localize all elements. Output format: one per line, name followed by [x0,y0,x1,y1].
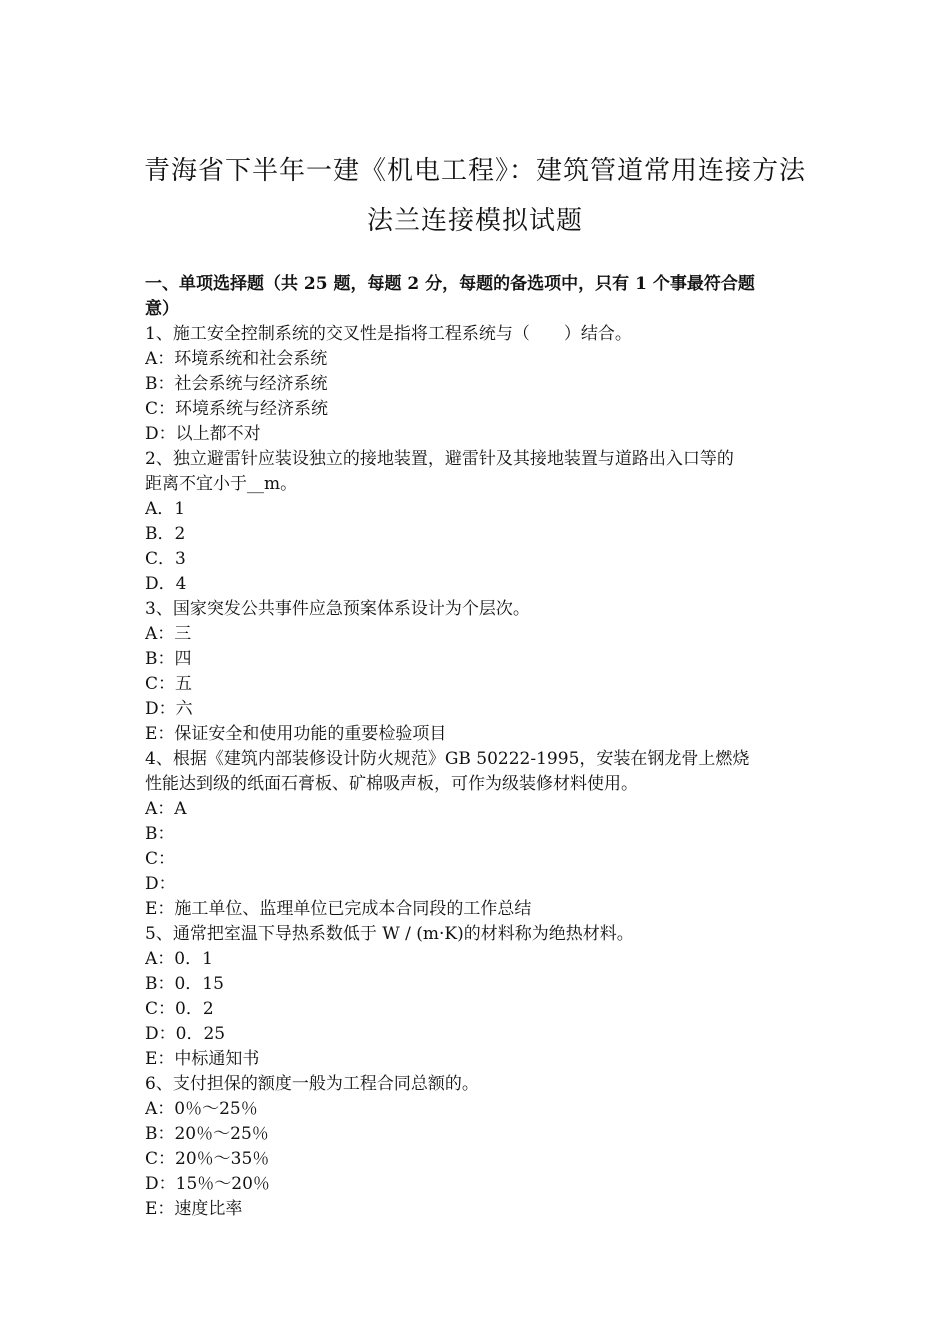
text-line: B：四 [145,649,192,669]
text-line: 5、通常把室温下导热系数低于 W / (m·K)的材料称为绝热材料。 [145,924,634,944]
text-line: A：A [145,799,187,819]
text-line: A：环境系统和社会系统 [145,349,328,369]
text-line: B：20％～25％ [145,1124,269,1144]
text-line: A：0．1 [145,949,213,969]
text-line: C：20％～35％ [145,1149,270,1169]
text-line: E：速度比率 [145,1199,243,1219]
text-line: D：六 [145,699,193,719]
document-title-line-1: 青海省下半年一建《机电工程》：建筑管道常用连接方法 [143,156,806,186]
text-line: A：0％～25％ [145,1099,258,1119]
text-line: D．4 [145,574,187,594]
text-line: 3、国家突发公共事件应急预案体系设计为个层次。 [145,599,530,619]
text-line: 1、施工安全控制系统的交叉性是指将工程系统与（ ）结合。 [145,324,632,344]
text-line: A．1 [145,499,186,519]
text-line: 2、独立避雷针应装设独立的接地装置，避雷针及其接地装置与道路出入口等的 [145,449,734,469]
section-heading-line-1: 一、单项选择题（共 25 题，每题 2 分，每题的备选项中，只有 1 个事最符合题 [145,274,755,294]
document-title-line-2: 法兰连接模拟试题 [366,206,583,236]
text-line: B： [145,824,175,844]
text-line: D：15％～20％ [145,1174,270,1194]
text-line: B：0．15 [145,974,224,994]
text-line: 6、支付担保的额度一般为工程合同总额的。 [145,1074,479,1094]
text-line: 4、根据《建筑内部装修设计防火规范》GB 50222-1995，安装在钢龙骨上燃烧 [145,749,750,769]
text-line: C：环境系统与经济系统 [145,399,329,419]
text-line: C．3 [145,549,186,569]
text-line: 性能达到级的纸面石膏板、矿棉吸声板，可作为级装修材料使用。 [145,774,638,794]
text-line: D：以上都不对 [145,424,261,444]
text-line: C： [145,849,176,869]
section-heading [145,272,810,322]
text-line: D：0．25 [145,1024,226,1044]
text-line: A：三 [145,624,192,644]
text-line: C：0．2 [145,999,214,1019]
section-heading-line-2: 意） [145,299,179,319]
text-line: E：施工单位、监理单位已完成本合同段的工作总结 [145,899,532,919]
text-line: E：中标通知书 [145,1049,260,1069]
text-line: 距离不宜小于__m。 [145,474,298,494]
text-line: B：社会系统与经济系统 [145,374,328,394]
text-line: D： [145,874,176,894]
text-line: B．2 [145,524,186,544]
question-list [145,322,810,1222]
text-line: C：五 [145,674,193,694]
text-line: E：保证安全和使用功能的重要检验项目 [145,724,447,744]
